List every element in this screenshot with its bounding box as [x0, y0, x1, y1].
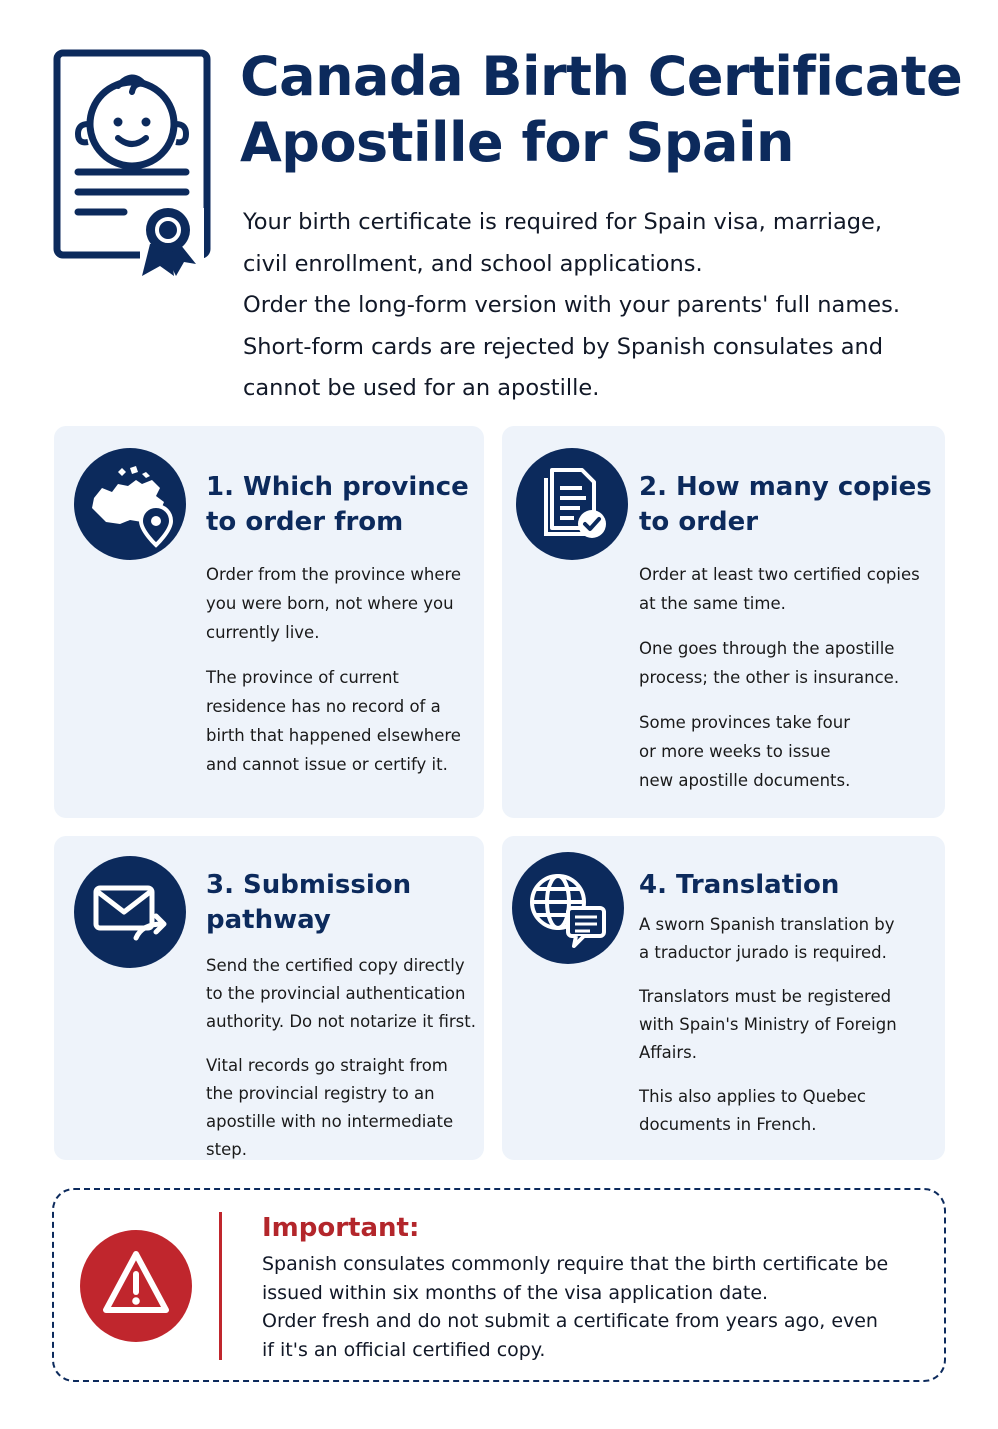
card-paragraph: A sworn Spanish translation by a traductor jurado is required. [639, 915, 895, 962]
card-paragraph: Vital records go straight from the provincial registry to an apostille with no intermediate step. [206, 1056, 454, 1159]
card-body [206, 560, 476, 779]
card-title [206, 470, 476, 540]
birth-certificate-baby-icon [52, 48, 212, 280]
intro-line: civil enrollment, and school applications. [243, 250, 703, 277]
card-submission-pathway [54, 836, 484, 1160]
important-body [262, 1250, 922, 1364]
important-title: Important: [262, 1213, 420, 1243]
intro-line: Order the long-form version with your parents' full names. [243, 292, 900, 318]
card-title [206, 868, 476, 938]
canada-map-pin-icon [74, 448, 186, 560]
card-paragraph: Some provinces take four or more weeks to issue new apostille documents. [639, 713, 851, 790]
intro-line: Short-form cards are rejected by Spanish consulates and [243, 333, 884, 360]
intro-text [243, 202, 963, 410]
important-notice [52, 1188, 946, 1382]
title-line-2: Apostille for Spain [240, 111, 794, 174]
card-title-line: 1. Which province [206, 472, 469, 502]
envelope-arrow-icon [74, 856, 186, 968]
card-paragraph: Order from the province where you were born, not where you currently live. [206, 565, 462, 642]
card-title-line: 2. How many copies [639, 472, 932, 502]
card-title-line: 4. Translation [639, 870, 840, 900]
intro-line: Your birth certificate is required for Spain visa, marriage, [243, 209, 883, 235]
card-title-line: 3. Submission [206, 870, 412, 900]
card-body [206, 952, 478, 1164]
card-paragraph: One goes through the apostille process; the other is insurance. [639, 639, 900, 687]
divider [219, 1212, 222, 1360]
card-paragraph: Order at least two certified copies at the same time. [639, 565, 920, 613]
card-paragraph: Translators must be registered with Spain's Ministry of Foreign Affairs. [639, 987, 897, 1062]
important-line: if it's an official certified copy. [262, 1338, 546, 1361]
card-translation [502, 836, 945, 1160]
card-title [639, 868, 939, 903]
card-body [639, 911, 901, 1139]
card-paragraph: This also applies to Quebec documents in French. [639, 1087, 866, 1134]
intro-line: cannot be used for an apostille. [243, 375, 600, 401]
important-line: Order fresh and do not submit a certificate from years ago, even [262, 1310, 878, 1332]
globe-speech-icon [512, 852, 624, 964]
card-title [639, 470, 939, 540]
card-body [639, 560, 935, 795]
card-title-line: to order from [206, 507, 404, 537]
page-title [240, 44, 980, 176]
important-line: issued within six months of the visa application date. [262, 1281, 769, 1304]
title-line-1: Canada Birth Certificate [240, 45, 963, 108]
important-line: Spanish consulates commonly require that the birth certificate be [262, 1253, 889, 1275]
card-title-line: to order [639, 507, 759, 537]
card-paragraph: Send the certified copy directly to the provincial authentication authority. Do not notarize it first. [206, 956, 476, 1031]
card-which-province [54, 426, 484, 818]
card-how-many-copies [502, 426, 945, 818]
card-title-line: pathway [206, 905, 331, 935]
card-paragraph: The province of current residence has no record of a birth that happened elsewhere and cannot issue or certify it. [206, 668, 461, 774]
warning-triangle-icon [80, 1230, 192, 1342]
document-check-icon [516, 448, 628, 560]
